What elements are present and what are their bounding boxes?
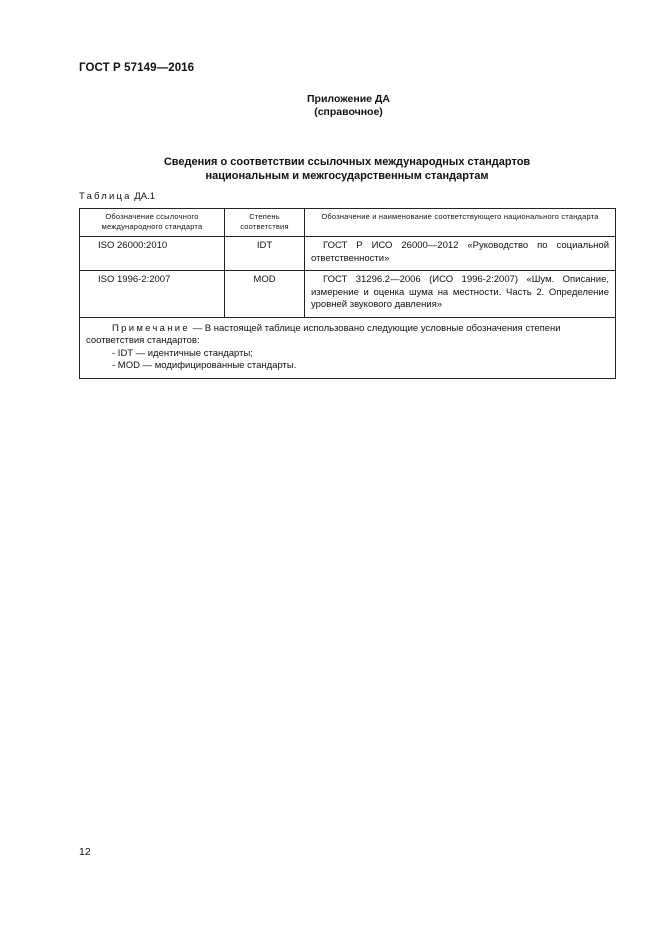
cell-national-standard: ГОСТ 31296.2—2006 (ИСО 1996-2:2007) «Шум. Описание, измерение и оценка шума на местности. Часть 2. Определение уровней звукового давления» [305, 271, 616, 318]
section-heading-line-1: Сведения о соответствии ссылочных международных стандартов [163, 156, 531, 168]
appendix-kind: (справочное) [314, 106, 383, 118]
cell-national-standard: ГОСТ Р ИСО 26000—2012 «Руководство по социальной ответственности» [305, 237, 616, 271]
table-note [80, 317, 616, 378]
table-caption-id: ДА.1 [134, 191, 155, 202]
correspondence-table [79, 208, 616, 379]
appendix-header [0, 93, 661, 119]
cell-degree: IDT [225, 237, 305, 271]
table-note-row [80, 317, 616, 378]
note-item-mod: - MOD — модифицированные стандарты. [112, 360, 297, 371]
table-header-row [80, 209, 616, 237]
note-text: — В настоящей таблице использовано следующие условные обозначения степени соответствия стандартов: [86, 322, 561, 346]
note-item-idt: - IDT — идентичные стандарты; [112, 347, 253, 359]
column-header-degree: Степень соответствия [225, 209, 305, 237]
note-label: Примечание [112, 322, 190, 334]
cell-intl-standard: ISO 1996-2:2007 [80, 271, 225, 318]
document-code: ГОСТ Р 57149—2016 [79, 62, 195, 74]
table-caption-word: Таблица [79, 191, 132, 202]
column-header-intl-standard: Обозначение ссылочного международного стандарта [80, 209, 225, 237]
table-row [80, 237, 616, 271]
cell-degree: MOD [225, 271, 305, 318]
note-paragraph [86, 323, 609, 348]
appendix-title: Приложение ДА [307, 93, 390, 105]
column-header-national-standard: Обозначение и наименование соответствующего национального стандарта [305, 209, 616, 237]
table-caption [79, 191, 155, 202]
table-row [80, 271, 616, 318]
page-number: 12 [79, 846, 91, 858]
cell-intl-standard: ISO 26000:2010 [80, 237, 225, 271]
section-heading [79, 155, 615, 183]
section-heading-line-2: национальным и межгосударственным стандартам [205, 170, 489, 182]
